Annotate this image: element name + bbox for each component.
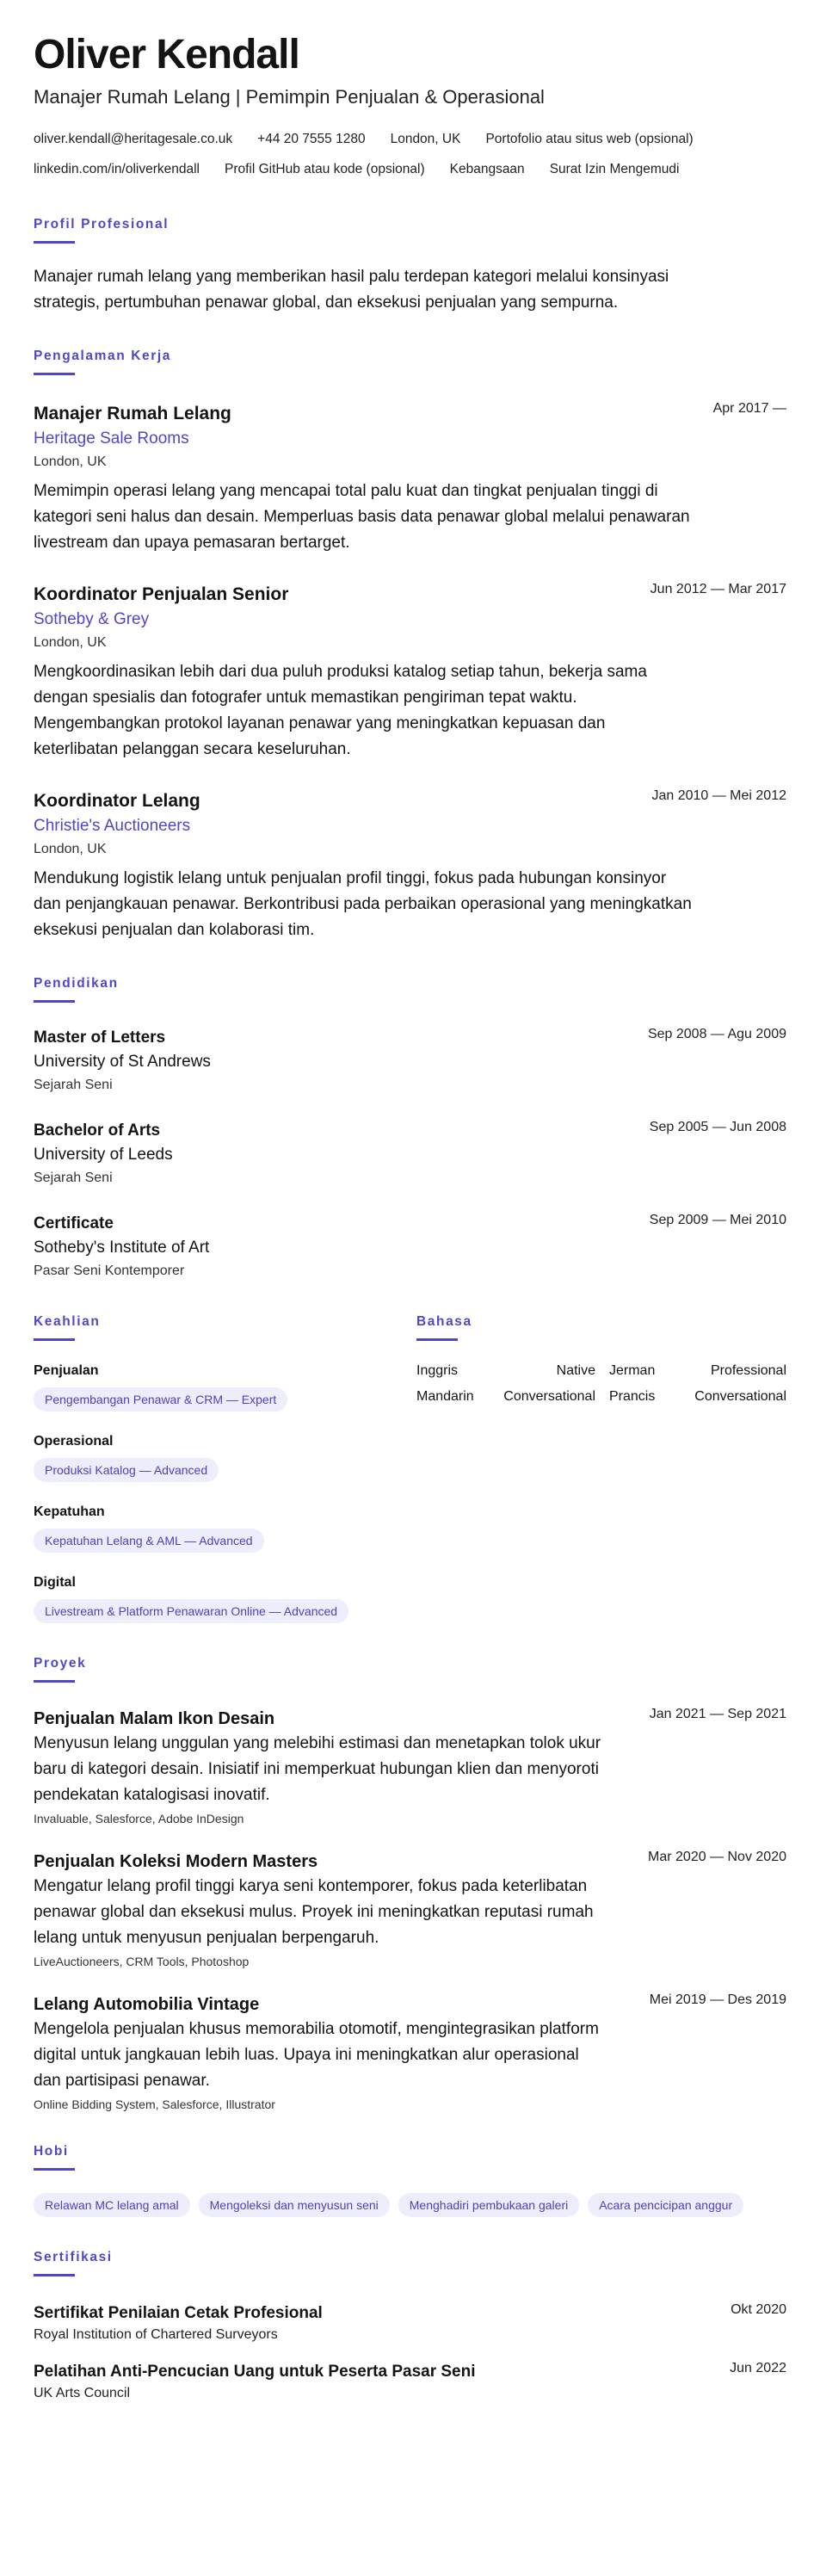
language-row (416, 1389, 786, 1405)
project-description: Mengatur lelang profil tinggi karya seni kontemporer, fokus pada keterlibatan penawar global dan eksekusi mulus. Proyek ini meningkatkan reputasi rumah lelang untuk menyusun penjualan berpengaruh. (34, 1877, 594, 1947)
hobby-chip: Relawan MC lelang amal (34, 2193, 190, 2217)
candidate-headline: Manajer Rumah Lelang | Pemimpin Penjualan & Operasional (34, 86, 545, 108)
experience-entry (34, 582, 786, 763)
project-title: Lelang Automobilia Vintage (34, 1995, 260, 2014)
entry-dates: Jan 2021 — Sep 2021 (649, 1707, 786, 1721)
skill-group (34, 1504, 410, 1553)
hobbies-section (34, 2144, 786, 2217)
skill-group (34, 1575, 410, 1623)
entry-dates: Mar 2020 — Nov 2020 (648, 1850, 786, 1864)
project-tools: Invaluable, Salesforce, Adobe InDesign (34, 1812, 244, 1825)
skill-chip: Produksi Katalog — Advanced (34, 1458, 219, 1482)
certification-date: Jun 2022 (730, 2361, 786, 2375)
entry-description: Memimpin operasi lelang yang mencapai total palu kuat dan tingkat penjualan tinggi di kategori seni halus dan desain. Memperluas basis data penawar global melalui penawaran livestream dan upaya pemasaran bertarget. (34, 482, 690, 552)
education-entry (34, 1120, 786, 1189)
skill-group (34, 1363, 410, 1412)
skills-languages-row (34, 1314, 786, 1623)
entry-description: Mengkoordinasikan lebih dari dua puluh produksi katalog setiap tahun, bekerja sama dengan spesialis dan fotografer untuk memastikan pengiriman tepat waktu. Mengembangkan protokol layanan penawar yang meningkatkan kepuasan dan keterlibatan pelanggan secara keseluruhan. (34, 663, 647, 758)
section-title: Sertifikasi (34, 2250, 113, 2264)
contact-location: London, UK (390, 132, 461, 146)
language-row (416, 1363, 786, 1379)
experience-section (34, 349, 786, 943)
entry-location: London, UK (34, 635, 107, 650)
education-field: Sejarah Seni (34, 1171, 113, 1185)
hobby-chip: Menghadiri pembukaan galeri (398, 2193, 579, 2217)
contact-driving-license: Surat Izin Mengemudi (549, 162, 680, 176)
project-title: Penjualan Koleksi Modern Masters (34, 1852, 318, 1871)
entry-dates: Apr 2017 — (712, 401, 786, 416)
entry-role: Koordinator Lelang (34, 791, 200, 811)
section-title: Keahlian (34, 1314, 101, 1329)
language-level: Conversational (503, 1389, 595, 1404)
entry-role: Koordinator Penjualan Senior (34, 584, 289, 604)
skill-group-name: Digital (34, 1575, 76, 1590)
education-section (34, 976, 786, 1282)
section-title: Bahasa (416, 1314, 472, 1329)
project-description: Menyusun lelang unggulan yang melebihi estimasi dan menetapkan tolok ukur baru di kategori desain. Inisiatif ini memperkuat hubungan klien dan menyoroti pendekatan katalogisasi inovatif. (34, 1734, 601, 1804)
skill-group-name: Kepatuhan (34, 1504, 105, 1519)
section-divider (34, 373, 75, 375)
languages-section (410, 1314, 786, 1623)
profile-summary: Manajer rumah lelang yang memberikan hasil palu terdepan kategori melalui konsinyasi strategis, pertumbuhan penawar global, dan eksekusi penjualan yang sempurna. (34, 268, 669, 312)
certification-date: Okt 2020 (731, 2302, 786, 2317)
project-description: Mengelola penjualan khusus memorabilia otomotif, mengintegrasikan platform digital untuk jangkauan lebih luas. Upaya ini meningkatkan alur operasional dan partisipasi penawar. (34, 2020, 599, 2090)
contact-email[interactable]: oliver.kendall@heritagesale.co.uk (34, 132, 233, 146)
skill-group-name: Operasional (34, 1434, 114, 1449)
entry-description: Mendukung logistik lelang untuk penjualan profil tinggi, fokus pada hubungan konsinyor dan penjangkauan penawar. Berkontribusi pada perbaikan operasional yang meningkatkan eksekusi penjualan dan kolaborasi tim. (34, 869, 692, 939)
entry-dates: Sep 2005 — Jun 2008 (649, 1120, 786, 1134)
entry-company: Christie's Auctioneers (34, 817, 191, 835)
entry-company: Heritage Sale Rooms (34, 429, 189, 448)
language-name: Jerman (609, 1363, 656, 1378)
language-list (416, 1363, 786, 1405)
contact-list (34, 124, 786, 184)
language-level: Conversational (694, 1389, 786, 1404)
project-entry (34, 1707, 786, 1825)
entry-dates: Sep 2008 — Agu 2009 (647, 1027, 786, 1041)
education-school: University of Leeds (34, 1146, 173, 1164)
language-item (609, 1389, 786, 1405)
entry-location: London, UK (34, 842, 107, 856)
entry-company: Sotheby & Grey (34, 610, 150, 628)
project-entry (34, 1850, 786, 1968)
certification-name: Sertifikat Penilaian Cetak Profesional (34, 2304, 323, 2322)
certification-issuer: Royal Institution of Chartered Surveyors (34, 2327, 278, 2342)
entry-dates: Jan 2010 — Mei 2012 (651, 788, 786, 803)
section-divider (34, 2274, 75, 2276)
entry-role: Manajer Rumah Lelang (34, 404, 231, 423)
certifications-section (34, 2250, 786, 2404)
education-field: Pasar Seni Kontemporer (34, 1263, 185, 1278)
education-entry (34, 1027, 786, 1096)
experience-entry (34, 788, 786, 943)
hobby-chip: Mengoleksi dan menyusun seni (199, 2193, 390, 2217)
education-field: Sejarah Seni (34, 1078, 113, 1092)
skill-chip: Pengembangan Penawar & CRM — Expert (34, 1387, 287, 1412)
certification-entry (34, 2361, 786, 2404)
hobby-chip: Acara pencicipan anggur (588, 2193, 743, 2217)
section-divider (416, 1338, 458, 1341)
education-degree: Bachelor of Arts (34, 1121, 161, 1140)
section-title: Hobi (34, 2144, 69, 2159)
entry-dates: Jun 2012 — Mar 2017 (650, 582, 786, 596)
language-name: Prancis (609, 1389, 656, 1404)
skills-section (34, 1314, 410, 1623)
entry-dates: Mei 2019 — Des 2019 (649, 1992, 786, 2007)
resume-header (34, 33, 786, 184)
contact-portfolio[interactable]: Portofolio atau situs web (opsional) (485, 132, 694, 146)
language-item (609, 1363, 786, 1379)
entry-dates: Sep 2009 — Mei 2010 (649, 1213, 786, 1227)
contact-nationality: Kebangsaan (449, 162, 525, 176)
certification-name: Pelatihan Anti-Pencucian Uang untuk Peserta Pasar Seni (34, 2363, 476, 2381)
section-divider (34, 2168, 75, 2171)
candidate-name: Oliver Kendall (34, 32, 299, 77)
certification-issuer: UK Arts Council (34, 2386, 131, 2400)
skill-chip: Livestream & Platform Penawaran Online — Advanced (34, 1599, 348, 1623)
language-name: Mandarin (416, 1389, 474, 1404)
hobby-list (34, 2184, 786, 2217)
section-title: Pengalaman Kerja (34, 349, 171, 363)
section-divider (34, 1000, 75, 1003)
education-degree: Master of Letters (34, 1029, 166, 1047)
language-item (416, 1389, 595, 1405)
contact-github[interactable]: Profil GitHub atau kode (opsional) (225, 162, 425, 176)
education-school: Sotheby's Institute of Art (34, 1239, 210, 1257)
language-level: Native (556, 1363, 595, 1378)
experience-entry (34, 401, 786, 556)
education-degree: Certificate (34, 1214, 114, 1232)
project-tools: Online Bidding System, Salesforce, Illustrator (34, 2097, 275, 2111)
education-entry (34, 1213, 786, 1282)
profile-section (34, 217, 786, 316)
contact-phone[interactable]: +44 20 7555 1280 (257, 132, 366, 146)
section-divider (34, 1680, 75, 1683)
contact-linkedin[interactable]: linkedin.com/in/oliverkendall (34, 162, 200, 176)
skill-chip: Kepatuhan Lelang & AML — Advanced (34, 1529, 264, 1553)
section-title: Proyek (34, 1656, 87, 1671)
project-tools: LiveAuctioneers, CRM Tools, Photoshop (34, 1955, 250, 1968)
project-title: Penjualan Malam Ikon Desain (34, 1709, 275, 1728)
section-title: Profil Profesional (34, 217, 170, 232)
language-item (416, 1363, 595, 1379)
section-divider (34, 241, 75, 244)
project-entry (34, 1992, 786, 2111)
entry-location: London, UK (34, 454, 107, 469)
language-name: Inggris (416, 1363, 459, 1378)
education-school: University of St Andrews (34, 1053, 211, 1071)
skill-group-name: Penjualan (34, 1363, 99, 1378)
certification-entry (34, 2302, 786, 2345)
projects-section (34, 1656, 786, 2111)
skill-group (34, 1434, 410, 1482)
section-title: Pendidikan (34, 976, 119, 991)
language-level: Professional (710, 1363, 786, 1378)
section-divider (34, 1338, 75, 1341)
